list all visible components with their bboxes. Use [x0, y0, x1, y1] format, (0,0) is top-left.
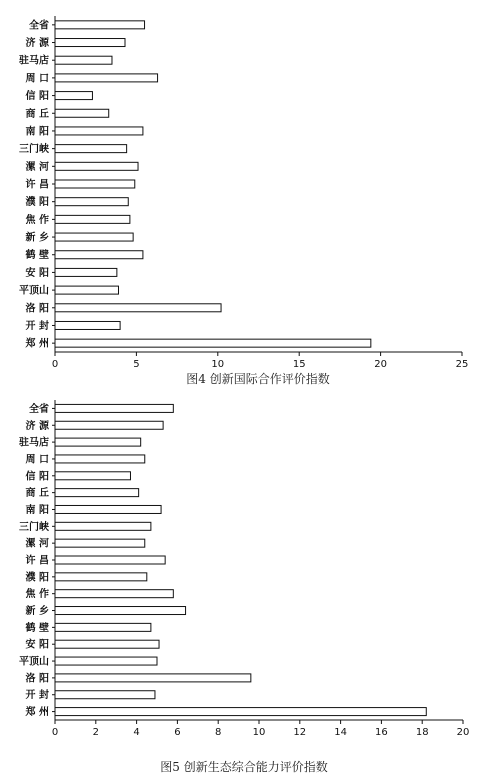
chart-ecosystem-capability	[0, 390, 477, 781]
category-label: 周 口	[25, 73, 49, 85]
category-label: 濮 阳	[25, 197, 49, 209]
x-tick-label: 20	[374, 359, 387, 370]
bar	[55, 590, 173, 598]
bar	[55, 657, 157, 665]
bar	[55, 691, 155, 699]
chart-international-cooperation	[0, 0, 477, 390]
category-label: 鹤 壁	[25, 622, 49, 634]
x-tick-label: 0	[51, 359, 59, 370]
category-label: 开 封	[25, 320, 49, 332]
x-tick-label: 14	[334, 727, 347, 738]
category-label: 三门峡	[19, 144, 49, 156]
category-label: 郑 州	[25, 338, 49, 350]
bar	[55, 674, 251, 682]
x-tick-label: 6	[174, 727, 181, 738]
bar	[55, 215, 130, 223]
x-tick-label: 25	[455, 359, 469, 370]
bar	[55, 180, 135, 188]
category-label: 郑 州	[25, 707, 49, 719]
bar	[55, 489, 139, 497]
bar	[55, 39, 125, 47]
category-label: 洛 阳	[25, 303, 49, 315]
category-label: 商 丘	[25, 488, 49, 500]
category-label: 平顶山	[19, 656, 49, 668]
bar	[55, 455, 145, 463]
bar	[55, 640, 159, 648]
bar	[55, 472, 130, 480]
bar	[55, 539, 145, 547]
category-label: 驻马店	[19, 55, 49, 67]
category-label: 济 源	[25, 420, 49, 432]
bar	[55, 522, 151, 530]
x-tick-label: 18	[415, 727, 429, 738]
x-tick-label: 10	[252, 727, 266, 738]
category-label: 三门峡	[19, 521, 49, 533]
bar	[55, 56, 112, 64]
bar	[55, 162, 138, 170]
category-label: 周 口	[25, 454, 49, 466]
bar	[55, 623, 151, 631]
category-label: 安 阳	[25, 639, 49, 651]
x-tick-label: 16	[375, 727, 388, 738]
category-label: 焦 作	[25, 589, 49, 601]
x-tick-label: 0	[51, 727, 59, 738]
category-label: 南 阳	[25, 126, 49, 138]
category-label: 商 丘	[25, 108, 49, 120]
bar	[55, 109, 109, 117]
category-label: 全省	[29, 20, 49, 32]
x-tick-label: 8	[215, 727, 222, 738]
category-label: 洛 阳	[25, 673, 49, 685]
category-label: 许 昌	[25, 555, 49, 567]
x-tick-label: 12	[293, 727, 307, 738]
category-label: 开 封	[25, 690, 49, 702]
bar	[55, 607, 186, 615]
category-label: 新 乡	[25, 606, 49, 618]
bar	[55, 74, 158, 82]
bar	[55, 233, 133, 241]
bar	[55, 438, 141, 446]
bar	[55, 321, 120, 329]
category-label: 济 源	[25, 38, 49, 50]
bar	[55, 573, 147, 581]
category-label: 漯 河	[25, 161, 49, 173]
bar	[55, 339, 371, 347]
category-label: 信 阳	[25, 91, 49, 103]
category-label: 驻马店	[19, 437, 49, 449]
bar	[55, 127, 143, 135]
bar	[55, 505, 161, 513]
figure-caption: 图5 创新生态综合能力评价指数	[160, 760, 328, 774]
category-label: 信 阳	[25, 471, 49, 483]
bar	[55, 404, 173, 412]
category-label: 全省	[29, 403, 49, 415]
x-tick-label: 5	[133, 359, 140, 370]
x-tick-label: 10	[211, 359, 225, 370]
x-tick-label: 20	[456, 727, 470, 738]
bar	[55, 251, 143, 259]
bar	[55, 198, 128, 206]
bar	[55, 145, 127, 153]
category-label: 漯 河	[25, 538, 49, 550]
bar	[55, 21, 145, 29]
bar	[55, 92, 92, 100]
category-label: 焦 作	[25, 214, 49, 226]
category-label: 许 昌	[25, 179, 49, 191]
category-label: 南 阳	[25, 504, 49, 516]
bar	[55, 421, 163, 429]
category-label: 新 乡	[25, 232, 49, 244]
x-tick-label: 2	[92, 727, 99, 738]
x-tick-label: 15	[292, 359, 306, 370]
figure-caption: 图4 创新国际合作评价指数	[186, 372, 330, 386]
x-tick-label: 4	[133, 727, 140, 738]
bar	[55, 286, 118, 294]
category-label: 安 阳	[25, 267, 49, 279]
category-label: 濮 阳	[25, 572, 49, 584]
category-label: 鹤 壁	[25, 250, 49, 262]
bar	[55, 708, 426, 716]
bar	[55, 268, 117, 276]
category-label: 平顶山	[19, 285, 49, 297]
bar	[55, 304, 221, 312]
bar	[55, 556, 165, 564]
